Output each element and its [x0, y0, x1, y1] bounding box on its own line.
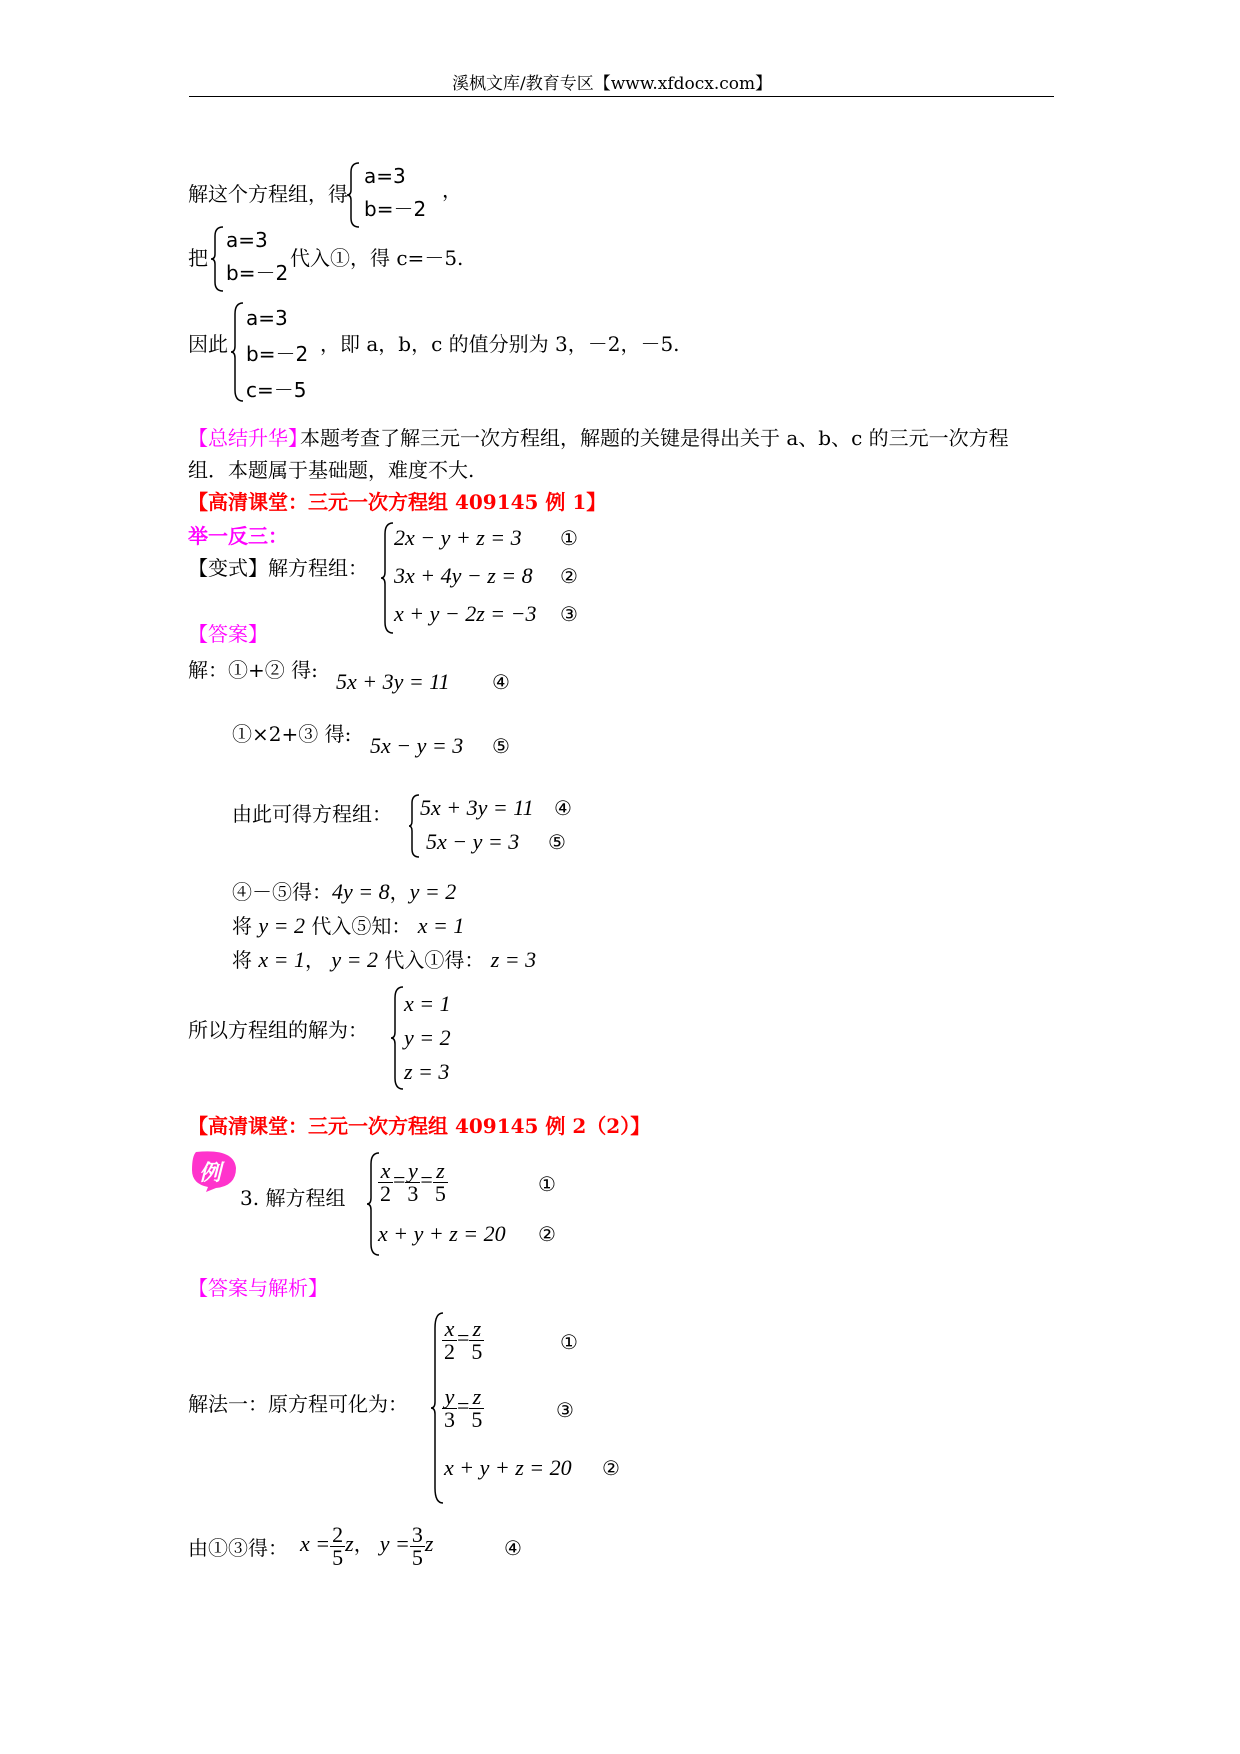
step-text: 代入⑤知：: [311, 914, 412, 938]
circled-number: ⑤: [492, 734, 510, 758]
step-text: 将: [232, 914, 252, 938]
variant-tag: 举一反三：: [188, 524, 288, 548]
step-equation: x = 1: [258, 947, 305, 972]
circled-number: ②: [602, 1456, 620, 1480]
solution-x: x = 1: [404, 991, 451, 1016]
step-equation: y = 2: [331, 947, 378, 972]
therefore-statement: ，即 a，b，c 的值分别为 3，－2，－5.: [320, 332, 680, 356]
punct: ，: [442, 178, 462, 202]
method-label: 解法一：原方程可化为：: [188, 1392, 408, 1416]
solution-z: z = 3: [404, 1059, 450, 1084]
step-equation: y = 2: [409, 879, 457, 904]
step-label: 解：①+② 得:: [188, 658, 318, 682]
circled-number: ④: [504, 1536, 522, 1560]
answer-tag: 【答案】: [188, 622, 268, 646]
fraction: $\frac{2}{5}$: [332, 1522, 344, 1570]
sum-equation: x + y + z = 20: [444, 1455, 572, 1480]
course-heading-1: 【高清课堂：三元一次方程组 409145 例 1】: [188, 490, 607, 514]
course-heading-2: 【高清课堂：三元一次方程组 409145 例 2（2）】: [188, 1114, 651, 1138]
example-label: 3. 解方程组: [240, 1186, 346, 1210]
circled-number: ①: [560, 1330, 578, 1354]
step-line: [232, 880, 456, 904]
step-text: 代入①得：: [384, 948, 485, 972]
equation-3: x + y − 2z = −3: [394, 601, 537, 626]
brace: [210, 226, 226, 292]
system-eq-2: 5x − y = 3: [426, 829, 520, 854]
step-text: ④－⑤得：: [232, 880, 332, 904]
analysis-tag: 【答案与解析】: [188, 1276, 328, 1300]
ratio-equation-3: $\frac{y}{3}$ = $\frac{z}{5}$: [444, 1384, 483, 1432]
punct: ，: [389, 880, 410, 904]
summary-line2: 组．本题属于基础题，难度不大.: [188, 458, 475, 482]
derivation-label: 由①③得：: [188, 1536, 288, 1560]
equation-2: 3x + 4y − z = 8: [394, 563, 533, 588]
step-equation: x = 1: [417, 913, 465, 938]
step-equation: y = 2: [258, 913, 305, 938]
derivation-equation: x = $\frac{2}{5}$ z， y = $\frac{3}{5}$ z: [300, 1522, 434, 1570]
substitute-result: 代入①，得 c=－5.: [290, 246, 464, 270]
value-b: b=－2: [246, 342, 309, 366]
fraction: $\frac{x}{2}$: [444, 1316, 455, 1364]
system-eq-1: 5x + 3y = 11: [420, 795, 534, 820]
summary-tag: 【总结升华】: [188, 426, 308, 450]
solve-result-label: 解这个方程组，得: [188, 182, 348, 206]
fraction: $\frac{z}{5}$: [471, 1316, 483, 1364]
step-line: [232, 948, 536, 972]
value-a: a=3: [364, 164, 406, 188]
fraction: $\frac{3}{5}$: [411, 1522, 423, 1570]
circled-number: ⑤: [548, 830, 566, 854]
sum-equation: x + y + z = 20: [378, 1221, 506, 1246]
value-c: c=－5: [246, 378, 307, 402]
summary-line1: 本题考查了解三元一次方程组，解题的关键是得出关于 a、b、c 的三元一次方程: [300, 426, 1009, 450]
step-line: [232, 914, 464, 938]
step-equation: 5x + 3y = 11: [336, 669, 450, 694]
value-a: a=3: [226, 228, 268, 252]
circled-number: ④: [554, 796, 572, 820]
value-b: b=－2: [364, 197, 427, 221]
circled-number: ④: [492, 670, 510, 694]
brace: [346, 162, 362, 228]
brace: [230, 302, 246, 402]
step-label: 由此可得方程组：: [232, 802, 392, 826]
circled-number: ③: [560, 602, 578, 626]
fraction: $\frac{z}{5}$: [434, 1158, 446, 1206]
equation-1: 2x − y + z = 3: [394, 525, 522, 550]
fraction: $\frac{z}{5}$: [471, 1384, 483, 1432]
step-equation: 4y = 8: [332, 879, 390, 904]
step-label: ①×2+③ 得:: [232, 722, 352, 746]
example-badge-label: 例: [199, 1161, 222, 1186]
fraction: $\frac{x}{2}$: [380, 1158, 391, 1206]
step-equation: z = 3: [490, 947, 537, 972]
variant-label: 【变式】解方程组：: [188, 556, 368, 580]
value-a: a=3: [246, 306, 288, 330]
therefore-label: 因此: [188, 332, 228, 356]
step-equation: 5x − y = 3: [370, 733, 464, 758]
circled-number: ②: [560, 564, 578, 588]
fraction: $\frac{y}{3}$: [407, 1158, 419, 1206]
fraction: $\frac{y}{3}$: [444, 1384, 455, 1432]
final-label: 所以方程组的解为：: [188, 1018, 368, 1042]
page-header: 溪枫文库/教育专区【www.xfdocx.com】: [452, 74, 773, 94]
punct: ，: [304, 948, 325, 972]
substitute-label: 把: [188, 246, 208, 270]
ratio-equation-1: $\frac{x}{2}$ = $\frac{z}{5}$: [444, 1316, 483, 1364]
solution-y: y = 2: [404, 1025, 451, 1050]
step-text: 将: [232, 948, 252, 972]
ratio-equation: $\frac{x}{2}$ = $\frac{y}{3}$ = $\frac{z}{5}$: [380, 1158, 446, 1206]
value-b: b=－2: [226, 261, 289, 285]
header-rule: [189, 96, 1054, 97]
circled-number: ①: [560, 526, 578, 550]
circled-number: ①: [538, 1172, 556, 1196]
circled-number: ②: [538, 1222, 556, 1246]
circled-number: ③: [556, 1398, 574, 1422]
